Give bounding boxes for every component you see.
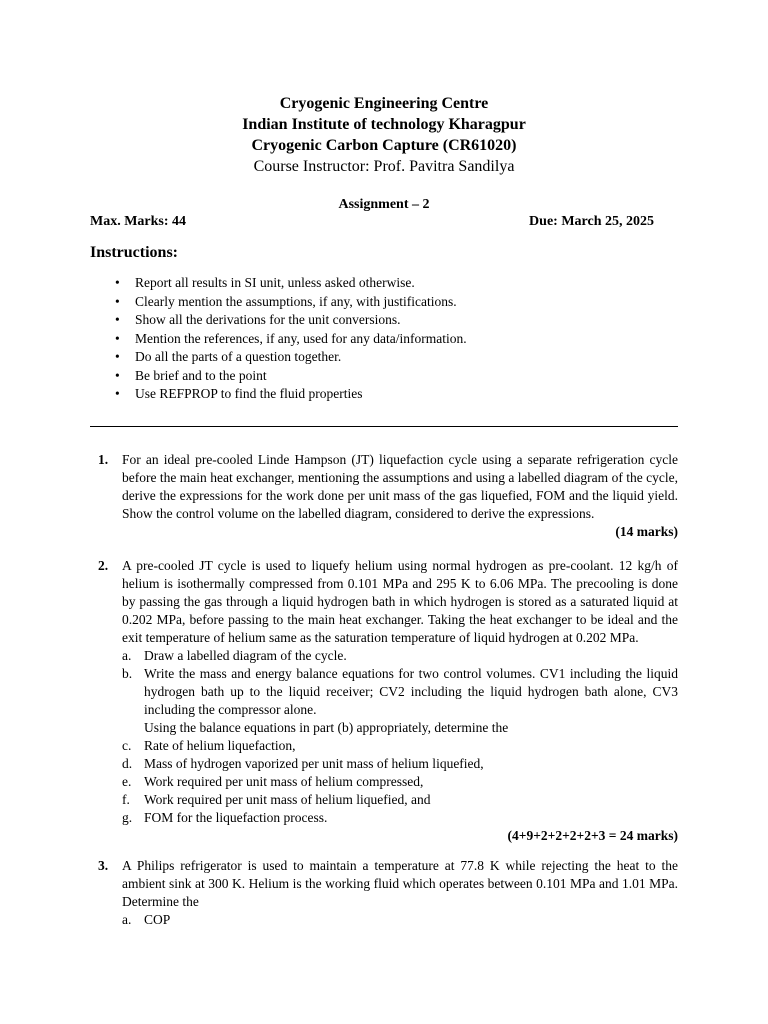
instruction-item: • Do all the parts of a question together. [112, 348, 467, 367]
max-marks: Max. Marks: 44 [90, 214, 187, 229]
part-label: g. [122, 810, 133, 825]
part-label: c. [122, 738, 132, 753]
part-text: FOM for the liquefaction process. [144, 810, 328, 825]
question-part [122, 911, 678, 929]
question-text: A pre-cooled JT cycle is used to liquefy helium using normal hydrogen as pre-coolant. 12 kg/h of helium is isothermally compressed from 0.101 MPa and 295 K to 6.06 MPa. The precooling is done by passing the gas through a liquid hydrogen bath in which hydrogen is stored as a saturated liquid at 0.202 MPa, before passing to the main heat exchanger. Taking the heat exchanger to be ideal and the exit temperature of helium same as the saturation temperature of liquid hydrogen at 0.202 MPa. [122, 558, 678, 645]
part-text: Work required per unit mass of helium compressed, [144, 774, 424, 789]
part-text: COP [144, 912, 171, 927]
question-part [122, 773, 678, 791]
part-text: Rate of helium liquefaction, [144, 738, 296, 753]
part-text: Mass of hydrogen vaporized per unit mass of helium liquefied, [144, 756, 484, 771]
instruction-item: • Be brief and to the point [112, 367, 467, 386]
question-part [122, 791, 678, 809]
part-text: Draw a labelled diagram of the cycle. [144, 648, 347, 663]
instruction-item: • Mention the references, if any, used for any data/information. [112, 330, 467, 349]
question-text: For an ideal pre-cooled Linde Hampson (JT) liquefaction cycle using a separate refrigeration cycle before the main heat exchanger, mentioning the assumptions and using a labelled diagram of the cycle, derive the expressions for the work done per unit mass of the gas liquefied, FOM and the liquid yield. Show the control volume on the labelled diagram, considered to derive the expressions. [122, 452, 678, 521]
question-3 [90, 857, 678, 929]
part-label: e. [122, 774, 132, 789]
part-label: b. [122, 666, 133, 681]
part-label: f. [122, 792, 130, 807]
question-1 [90, 451, 678, 541]
due-date: Due: March 25, 2025 [529, 214, 654, 229]
question-text: A Philips refrigerator is used to maintain a temperature at 77.8 K while rejecting the heat to the ambient sink at 300 K. Helium is the working fluid which operates between 0.101 MPa and 1.01 MPa. Determine the [122, 858, 678, 909]
question-part [122, 665, 678, 719]
course-title: Cryogenic Carbon Capture (CR61020) [251, 137, 517, 154]
divider [90, 426, 678, 427]
question-part [122, 755, 678, 773]
question-number: 3. [98, 858, 109, 873]
instruction-item: • Show all the derivations for the unit conversions. [112, 311, 467, 330]
institute-title: Indian Institute of technology Kharagpur [242, 116, 526, 133]
instructions-list [112, 274, 467, 404]
centre-title: Cryogenic Engineering Centre [279, 95, 489, 112]
question-number: 2. [98, 558, 109, 573]
part-label: d. [122, 756, 133, 771]
question-marks: (4+9+2+2+2+2+3 = 24 marks) [507, 828, 678, 843]
part-intro: Using the balance equations in part (b) appropriately, determine the [144, 720, 509, 735]
question-part [122, 809, 678, 827]
instruction-item: • Use REFPROP to find the fluid properties [112, 385, 467, 404]
question-2 [90, 557, 678, 845]
marks-due-row [90, 214, 654, 230]
question-part [122, 647, 678, 665]
question-marks: (14 marks) [615, 524, 678, 539]
part-label: a. [122, 648, 132, 663]
instructor-line: Course Instructor: Prof. Pavitra Sandilya [253, 158, 515, 175]
question-part [122, 737, 678, 755]
part-text: Write the mass and energy balance equations for two control volumes. CV1 including the liquid hydrogen bath up to the liquid receiver; CV2 including the liquid hydrogen bath alone, CV3 including the compressor alone. [144, 666, 678, 717]
instruction-item: • Report all results in SI unit, unless asked otherwise. [112, 274, 467, 293]
part-text: Work required per unit mass of helium liquefied, and [144, 792, 431, 807]
assignment-title: Assignment – 2 [338, 197, 430, 212]
question-number: 1. [98, 452, 109, 467]
part-label: a. [122, 912, 132, 927]
instruction-item: • Clearly mention the assumptions, if any, with justifications. [112, 293, 467, 312]
instructions-heading: Instructions: [90, 244, 179, 261]
